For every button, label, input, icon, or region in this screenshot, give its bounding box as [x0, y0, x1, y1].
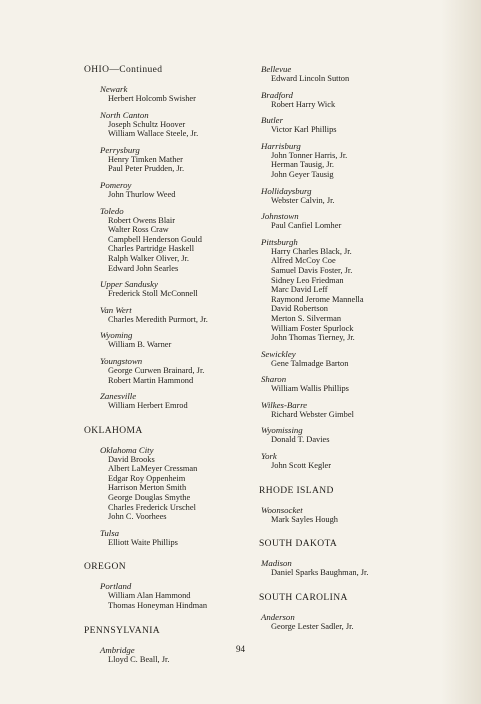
member-name: Donald T. Davies — [271, 435, 330, 445]
city-block — [259, 90, 449, 110]
city-block — [84, 110, 250, 139]
city-name: Johnstown — [261, 211, 299, 222]
member-name: Campbell Henderson Gould — [108, 234, 202, 244]
city-name: Zanesville — [100, 391, 137, 402]
name-list — [259, 568, 449, 578]
member-name: Harry Charles Black, Jr. — [271, 246, 352, 256]
member-name: Samuel Davis Foster, Jr. — [271, 265, 353, 275]
member-name: Robert Owens Blair — [108, 215, 175, 225]
state-heading: SOUTH DAKOTA — [259, 539, 338, 550]
city-name: Pittsburgh — [261, 236, 298, 247]
member-name: David Brooks — [108, 454, 155, 464]
member-name: William Wallis Phillips — [271, 384, 349, 394]
city-block — [84, 279, 250, 299]
member-name: Lloyd C. Beall, Jr. — [108, 654, 170, 664]
city-name: Wilkes-Barre — [261, 399, 308, 410]
member-name: Raymond Jerome Mannella — [271, 294, 364, 304]
city-name: Tulsa — [100, 527, 120, 538]
member-name: Marc David Leff — [271, 285, 328, 295]
member-name: William Foster Spurlock — [271, 323, 354, 333]
name-list — [259, 247, 449, 343]
member-name: Daniel Sparks Baughman, Jr. — [271, 568, 369, 578]
city-name: Madison — [261, 558, 292, 569]
member-name: John Geyer Tausig — [271, 169, 334, 179]
member-name: William B. Warner — [108, 340, 172, 350]
city-name: Anderson — [261, 611, 295, 622]
city-block — [84, 445, 250, 522]
name-list — [84, 190, 250, 200]
city-block — [259, 558, 449, 578]
state-heading: PENNSYLVANIA — [84, 625, 161, 636]
name-list — [259, 100, 449, 110]
name-list — [259, 622, 449, 632]
member-name: Albert LaMeyer Cressman — [108, 464, 198, 474]
member-name: John Thomas Tierney, Jr. — [271, 333, 355, 343]
city-block — [259, 115, 449, 135]
city-block — [259, 505, 449, 525]
city-name: Pomeroy — [100, 179, 132, 190]
city-name: Van Wert — [100, 304, 132, 315]
name-list — [259, 196, 449, 206]
city-name: Toledo — [100, 205, 124, 216]
member-name: John Thurlow Weed — [108, 189, 176, 199]
member-name: Walter Ross Craw — [108, 225, 169, 235]
city-block — [259, 211, 449, 231]
member-name: Paul Peter Prudden, Jr. — [108, 164, 185, 174]
state-heading: OHIO—Continued — [84, 65, 163, 75]
member-name: Merton S. Silverman — [271, 313, 342, 323]
member-name: Sidney Leo Friedman — [271, 275, 344, 285]
member-name: William Alan Hammond — [108, 591, 191, 601]
city-block — [259, 425, 449, 445]
state-heading: OKLAHOMA — [84, 425, 143, 436]
city-name: Woonsocket — [261, 504, 303, 515]
member-name: Herbert Holcomb Swisher — [108, 94, 196, 103]
member-name: Mark Sayles Hough — [271, 514, 338, 524]
member-name: Elliott Waite Phillips — [108, 537, 178, 547]
city-name: Butler — [261, 115, 283, 126]
name-list — [84, 315, 250, 325]
city-name: Harrisburg — [261, 140, 301, 151]
city-name: Ambridge — [100, 644, 135, 655]
member-name: Alfred McCoy Coe — [271, 256, 336, 266]
member-name: William Herbert Emrod — [108, 401, 188, 411]
name-list — [84, 655, 250, 665]
name-list — [84, 591, 250, 610]
member-name: Richard Webster Gimbel — [271, 409, 354, 419]
member-name: Thomas Honeyman Hindman — [108, 601, 208, 611]
member-name: Edward Lincoln Sutton — [271, 74, 350, 83]
state-heading: SOUTH CAROLINA — [259, 592, 348, 603]
member-name: William Wallace Steele, Jr. — [108, 129, 199, 139]
city-name: Newark — [100, 84, 128, 94]
city-block — [84, 84, 250, 104]
name-list — [84, 366, 250, 385]
member-name: Robert Harry Wick — [271, 99, 336, 109]
member-name: John C. Voorhees — [108, 512, 167, 522]
city-name: Youngstown — [100, 355, 143, 366]
member-name: Frederick Stoll McConnell — [108, 289, 198, 299]
state-heading: OREGON — [84, 562, 126, 573]
name-list — [84, 538, 250, 548]
page-number: 94 — [236, 644, 245, 654]
member-name: David Robertson — [271, 304, 328, 314]
name-list — [259, 359, 449, 369]
city-name: Upper Sandusky — [100, 279, 158, 290]
name-list — [259, 125, 449, 135]
member-name: John Scott Kegler — [271, 461, 332, 471]
name-list — [259, 384, 449, 394]
member-name: Gene Talmadge Barton — [271, 358, 349, 368]
name-list — [84, 120, 250, 139]
member-name: Charles Meredith Purmort, Jr. — [108, 314, 208, 324]
member-name: Edgar Roy Oppenheim — [108, 473, 186, 483]
member-name: Robert Martin Hammond — [108, 375, 194, 385]
city-name: North Canton — [100, 109, 149, 120]
city-block — [84, 305, 250, 325]
member-name: George Douglas Smythe — [108, 493, 191, 503]
city-block — [259, 186, 449, 206]
city-block — [259, 141, 449, 180]
member-name: Charles Frederick Urschel — [108, 502, 196, 512]
member-name: Paul Canfiel Lomher — [271, 221, 342, 231]
name-list — [84, 94, 250, 104]
name-list — [84, 216, 250, 274]
city-name: Sharon — [261, 374, 287, 385]
city-name: Wyomissing — [261, 425, 303, 436]
city-name: York — [261, 451, 277, 462]
member-name: John Tonner Harris, Jr. — [271, 150, 348, 160]
member-name: Charles Partridge Haskell — [108, 244, 195, 254]
name-list — [84, 155, 250, 174]
right-column — [259, 64, 449, 637]
city-block — [84, 391, 250, 411]
city-block — [259, 374, 449, 394]
name-list — [259, 151, 449, 180]
city-block — [259, 237, 449, 343]
state-heading: RHODE ISLAND — [259, 485, 334, 496]
city-name: Oklahoma City — [100, 444, 154, 455]
city-block — [259, 451, 449, 471]
city-block — [84, 145, 250, 174]
name-list — [259, 74, 449, 84]
name-list — [259, 410, 449, 420]
city-block — [84, 528, 250, 548]
name-list — [84, 289, 250, 299]
member-name: Herman Tausig, Jr. — [271, 160, 334, 170]
member-name: Webster Calvin, Jr. — [271, 195, 335, 205]
member-name: Edward John Searles — [108, 263, 179, 273]
city-block — [259, 349, 449, 369]
city-block — [84, 180, 250, 200]
name-list — [259, 461, 449, 471]
city-name: Hollidaysburg — [261, 185, 312, 196]
name-list — [84, 455, 250, 522]
city-name: Bellevue — [261, 64, 292, 74]
city-name: Bradford — [261, 89, 293, 100]
member-name: Joseph Schultz Hoover — [108, 119, 186, 129]
member-name: Victor Karl Phillips — [271, 125, 337, 135]
city-block — [84, 330, 250, 350]
city-block — [259, 400, 449, 420]
name-list — [84, 401, 250, 411]
name-list — [259, 515, 449, 525]
name-list — [259, 221, 449, 231]
city-block — [84, 356, 250, 385]
member-name: Henry Timken Mather — [108, 154, 183, 164]
city-name: Portland — [100, 581, 132, 592]
member-name: George Curwen Brainard, Jr. — [108, 365, 205, 375]
city-block — [84, 581, 250, 610]
city-block — [84, 206, 250, 274]
name-list — [259, 435, 449, 445]
city-name: Sewickley — [261, 348, 296, 359]
member-name: Harrison Merton Smith — [108, 483, 187, 493]
member-name: Ralph Walker Oliver, Jr. — [108, 253, 189, 263]
left-column — [84, 64, 250, 670]
city-name: Perrysburg — [100, 144, 140, 155]
member-name: George Lester Sadler, Jr. — [271, 621, 354, 631]
city-name: Wyoming — [100, 330, 133, 341]
city-block — [259, 64, 449, 84]
name-list — [84, 340, 250, 350]
city-block — [259, 612, 449, 632]
